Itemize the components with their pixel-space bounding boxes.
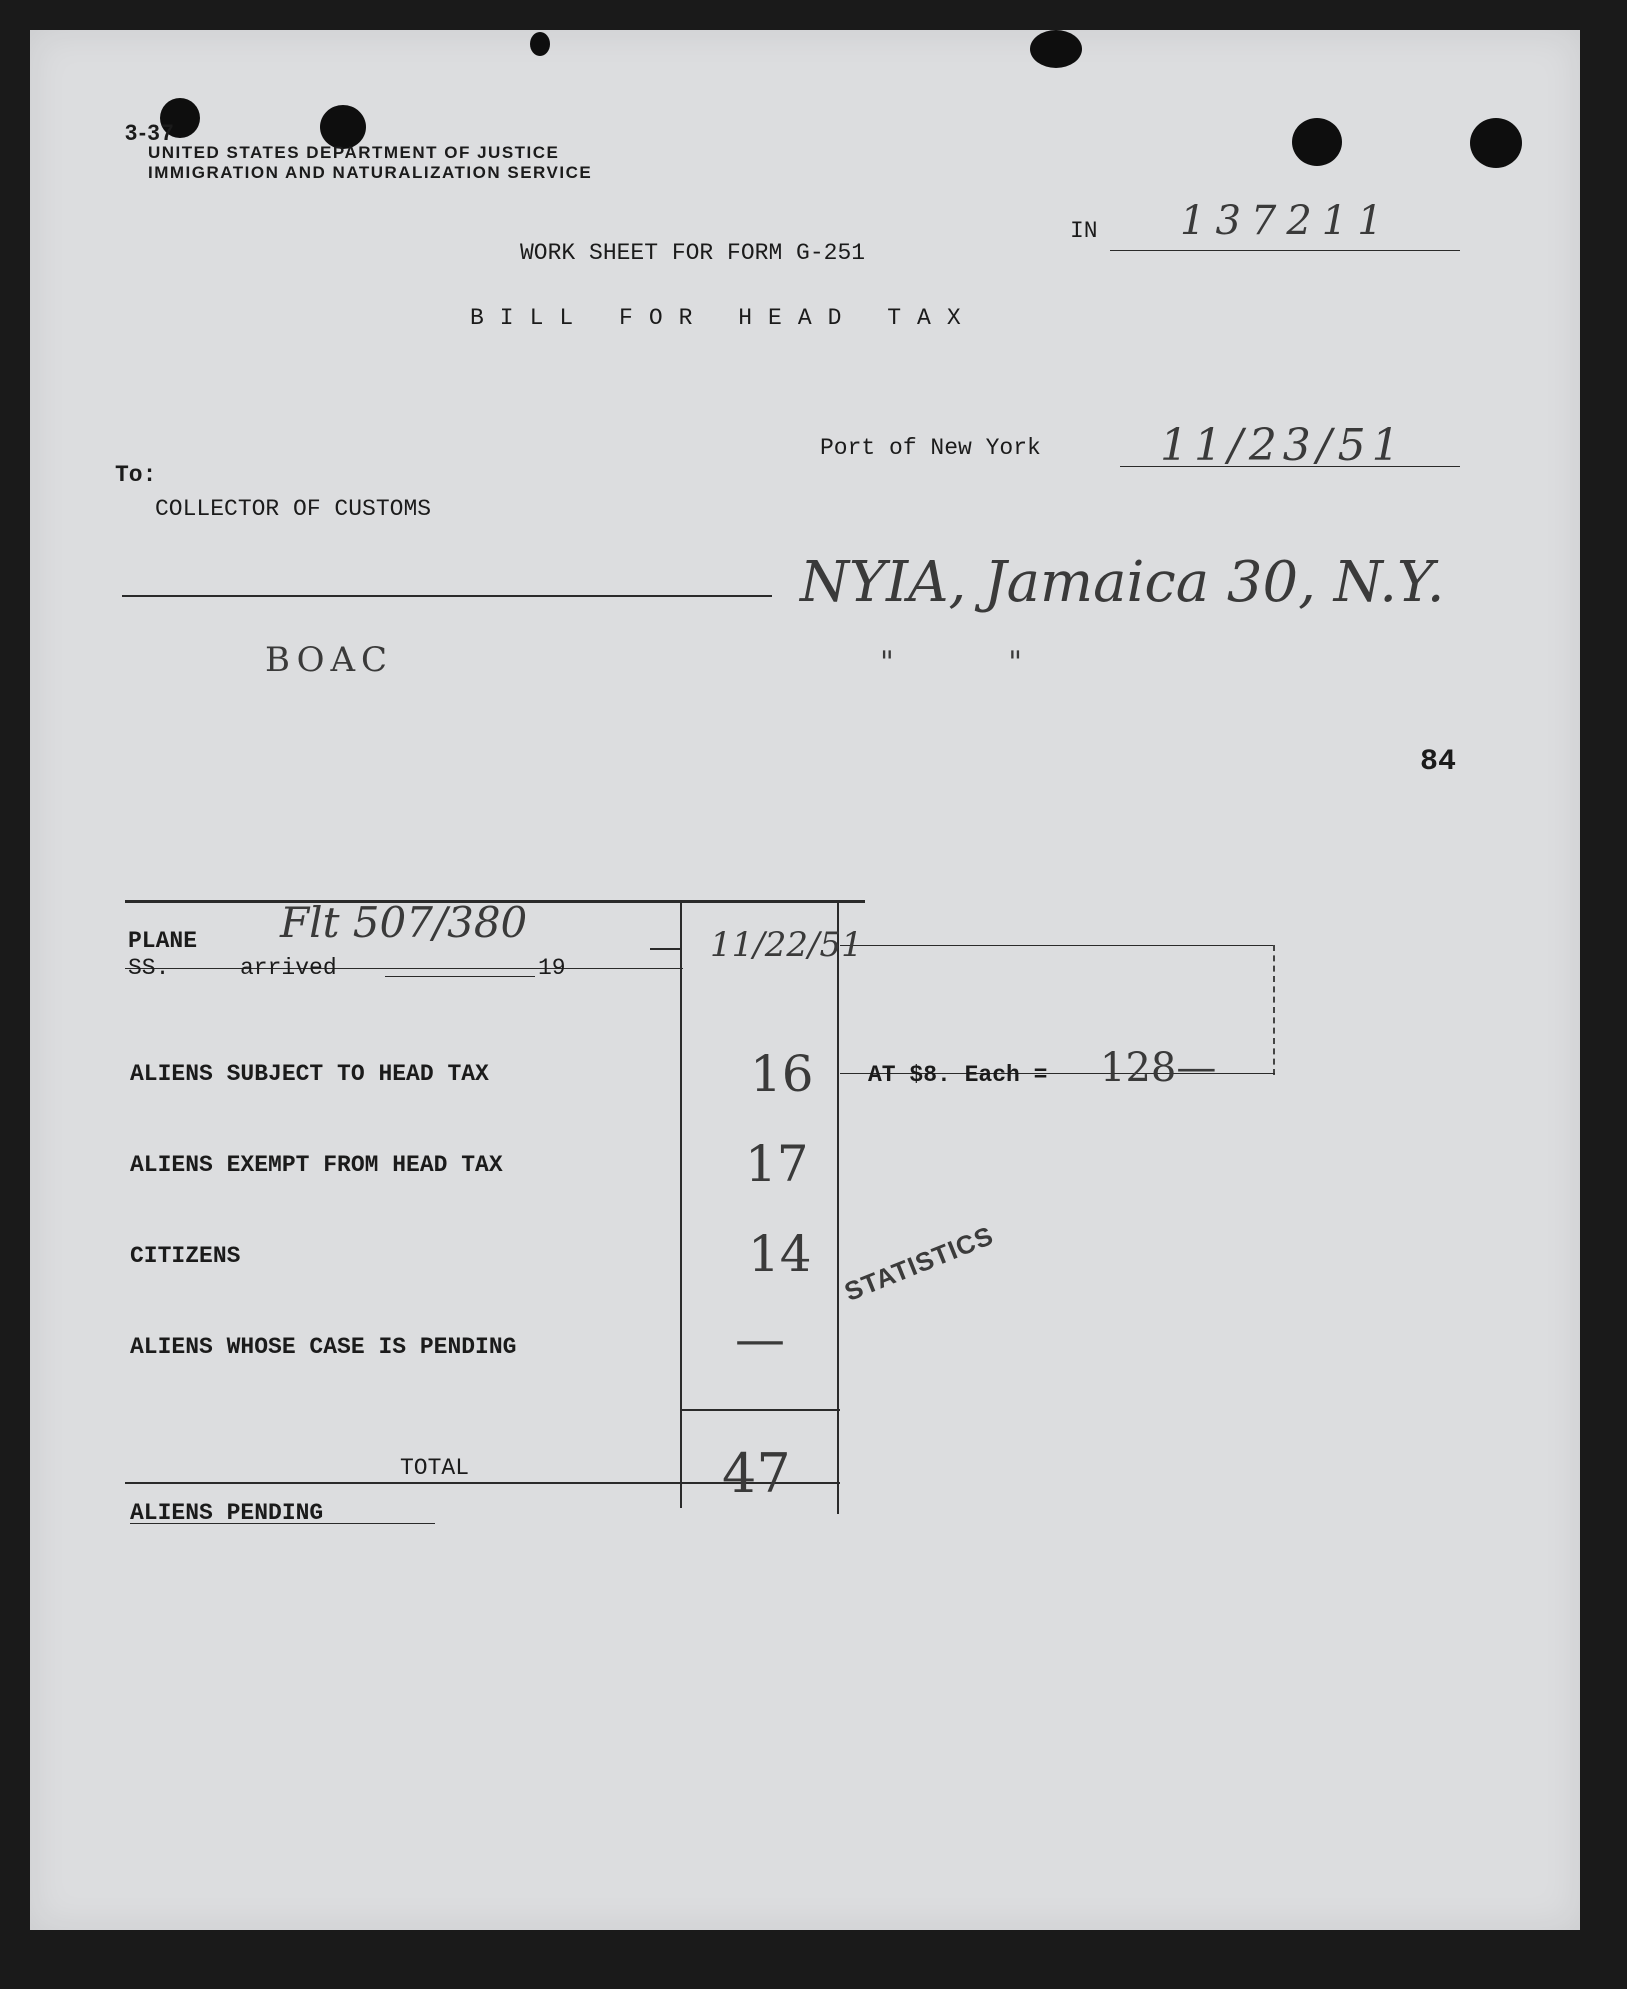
row-label-subject: ALIENS SUBJECT TO HEAD TAX	[130, 1061, 489, 1087]
total-top-rule	[682, 1409, 840, 1411]
row-value-pending: —	[735, 1310, 785, 1368]
punch-hole-3	[1292, 118, 1342, 166]
ink-blot-2	[530, 32, 550, 56]
ink-blot-1	[1030, 30, 1082, 68]
work-sheet-title: WORK SHEET FOR FORM G-251	[520, 240, 866, 266]
port-label: Port of New York	[820, 435, 1041, 461]
in-number: 137211	[1180, 198, 1393, 244]
ditto-marks: " "	[880, 645, 1023, 680]
total-label: TOTAL	[400, 1455, 470, 1481]
arrived-row-rule	[125, 968, 683, 969]
year-prefix: 19	[538, 955, 566, 981]
row-label-exempt: ALIENS EXEMPT FROM HEAD TAX	[130, 1152, 503, 1178]
bill-title: BILL FOR HEAD TAX	[470, 305, 977, 331]
statistics-stamp: STATISTICS	[840, 1220, 998, 1307]
form-number: 3-37	[125, 120, 176, 145]
table-divider-right	[837, 900, 839, 1514]
page-number: 84	[1420, 745, 1457, 779]
rate-amount: 128—	[1100, 1045, 1217, 1091]
arrival-date-handwritten: 11/22/51	[710, 925, 863, 965]
punch-hole-4	[1470, 118, 1522, 168]
collector-underline	[122, 595, 772, 597]
rate-box-top	[840, 945, 1275, 946]
table-divider-left	[680, 900, 682, 1508]
agency-line-2: IMMIGRATION AND NATURALIZATION SERVICE	[148, 163, 593, 182]
aliens-pending-label: ALIENS PENDING	[130, 1500, 324, 1526]
row-value-citizens: 14	[748, 1225, 812, 1283]
rate-box-right	[1273, 945, 1275, 1075]
in-label: IN	[1070, 218, 1098, 244]
collector-of-customs: COLLECTOR OF CUSTOMS	[155, 496, 432, 522]
in-number-underline	[1110, 250, 1460, 251]
agency-line-1: UNITED STATES DEPARTMENT OF JUSTICE	[148, 143, 560, 162]
carrier-handwritten: BOAC	[265, 640, 394, 680]
rate-label: AT $8. Each =	[868, 1062, 1048, 1088]
row-label-citizens: CITIZENS	[130, 1243, 241, 1269]
row-value-exempt: 17	[745, 1135, 809, 1193]
port-date: 11/23/51	[1160, 420, 1406, 471]
document-page	[30, 30, 1580, 1930]
location-handwritten: NYIA, Jamaica 30, N.Y.	[800, 550, 1445, 615]
ss-label: SS.	[128, 955, 170, 981]
plane-label: PLANE	[128, 928, 198, 954]
row-label-pending: ALIENS WHOSE CASE IS PENDING	[130, 1334, 517, 1360]
flight-handwritten: Flt 507/380	[280, 898, 528, 947]
total-value: 47	[722, 1442, 791, 1505]
to-label: To:	[115, 462, 157, 488]
plane-row-rule	[650, 948, 680, 950]
arrived-underline	[385, 976, 535, 977]
row-value-subject: 16	[750, 1045, 814, 1103]
arrived-label: arrived	[240, 955, 337, 981]
